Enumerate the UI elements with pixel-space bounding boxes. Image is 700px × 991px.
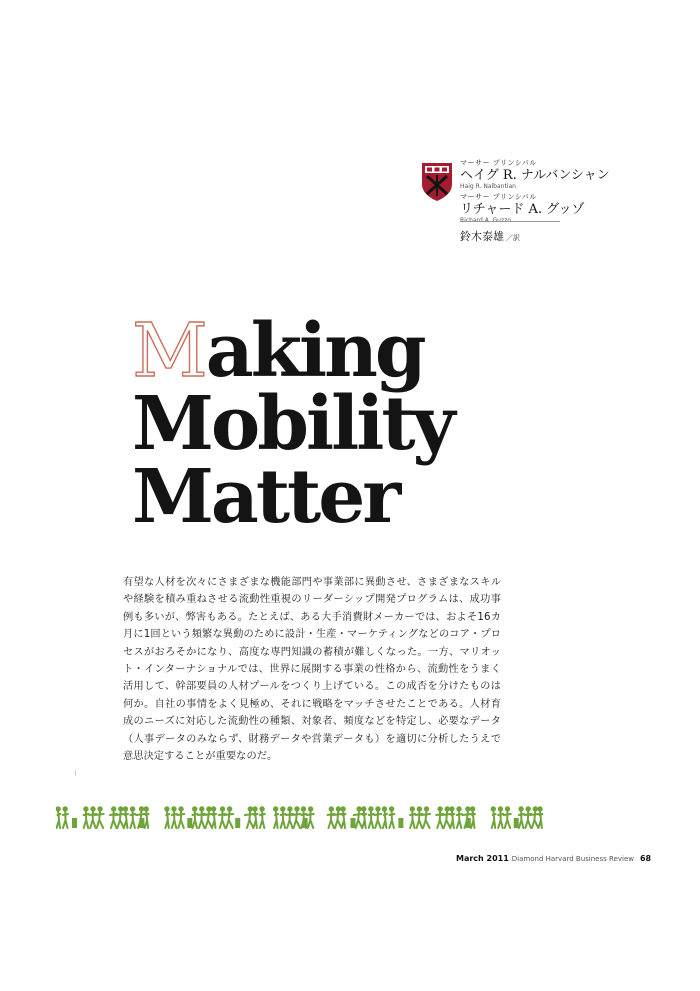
author-name-en: Richard A. Guzzo <box>460 217 511 224</box>
author-credits <box>460 160 640 228</box>
author-name-ja: ヘイグ R. ナルバンシャン <box>460 168 610 183</box>
person-figure-icon <box>421 807 430 828</box>
author-name-en: Haig R. Nalbantian <box>460 183 516 190</box>
person-figure-icon <box>260 807 265 828</box>
person-figure-icon <box>198 807 205 828</box>
person-figure-icon <box>177 807 184 828</box>
title-line-3: Matter <box>132 454 399 540</box>
person-figure-icon <box>274 807 279 828</box>
crate-icon <box>514 818 519 828</box>
title-line-2: Mobility <box>132 381 453 467</box>
person-figure-icon <box>374 807 381 828</box>
crate-icon <box>187 818 192 828</box>
person-figure-icon <box>341 807 346 828</box>
person-figure-icon <box>165 807 170 828</box>
crate-icon <box>398 818 403 828</box>
person-figure-icon <box>416 807 423 828</box>
translator-role: ／訳 <box>506 234 520 242</box>
person-figure-icon <box>362 807 367 828</box>
person-figure-icon <box>538 807 543 828</box>
title-initial: M <box>132 308 206 394</box>
page-number: 68 <box>639 854 652 863</box>
person-figure-icon <box>110 807 117 828</box>
person-figure-icon <box>450 807 455 828</box>
crate-icon <box>235 818 240 828</box>
crate-icon <box>72 818 77 828</box>
article-title <box>132 308 572 540</box>
lead-paragraph: 有望な人材を次々にさまざまな機能部門や事業部に異動させ、さまざまなスキルや経験を積み重ねさせる流動性重視のリーダーシップ開発プログラムは、成功事例も多いが、弊害もある。たとえば、ある大手消費財メーカーでは、およそ16カ月に1回という頻繁な異動のために設計・生産・マーケティングなどのコア・プロセスがおろそかになり、高度な専門知識の蓄積が難しくなった。一方、マリオット・インターナショナルでは、世界に展開する事業の性格から、流動性をうまく活用して、幹部要員の人材プールをつくり上げている。この成否を分けたものは何か。自社の事情をよく見極め、それに戦略をマッチさせたことである。人材育成のニーズに対応した流動性の種類、対象者、頻度などを特定し、必要なデータ（人事データのみならず、財務データや営業データも）を適切に分析したうえで意思決定することが重要なのだ。 <box>123 577 501 763</box>
person-figure-icon <box>389 807 394 828</box>
issue-date: March 2011 <box>456 854 509 863</box>
person-figure-icon <box>504 807 511 828</box>
author-name-ja: リチャード A. グッゾ <box>460 202 585 217</box>
person-figure-icon <box>211 807 216 828</box>
person-figure-icon <box>130 807 135 828</box>
person-figure-icon <box>410 807 415 828</box>
title-line-1-rest: aking <box>205 308 424 394</box>
person-figure-icon <box>436 807 443 828</box>
person-figure-icon <box>328 807 335 828</box>
person-figure-icon <box>292 807 301 828</box>
person-figure-icon <box>144 807 149 828</box>
person-figure-icon <box>491 807 496 828</box>
translator-credit <box>460 221 560 243</box>
person-figure-icon <box>281 807 286 828</box>
person-figure-icon <box>498 807 503 828</box>
person-figure-icon <box>172 807 177 828</box>
journal-name: Diamond Harvard Business Review <box>511 855 634 863</box>
person-figure-icon <box>89 807 96 828</box>
person-figure-icon <box>219 807 226 828</box>
person-figure-icon <box>63 807 68 828</box>
person-figure-icon <box>524 807 531 828</box>
page-footer <box>456 854 668 868</box>
crate-icon <box>351 818 356 828</box>
author-role: マーサー プリンシパル <box>460 159 537 167</box>
margin-mark <box>75 770 76 776</box>
person-figure-icon <box>519 807 524 828</box>
person-figure-icon <box>84 807 89 828</box>
title-line-1 <box>132 308 572 394</box>
person-figure-icon <box>123 807 128 828</box>
person-figure-icon <box>224 807 233 828</box>
person-figure-icon <box>369 807 374 828</box>
person-figure-icon <box>457 807 462 828</box>
harvard-shield-icon <box>421 162 453 202</box>
person-figure-icon <box>382 807 387 828</box>
translator-name: 鈴木泰雄 <box>460 230 504 243</box>
person-figure-icon <box>193 807 198 828</box>
author-role: マーサー プリンシパル <box>460 193 537 201</box>
person-figure-icon <box>286 807 293 828</box>
person-figure-icon <box>307 807 314 828</box>
person-figure-icon <box>253 807 258 828</box>
moving-people-figures-icon <box>56 804 546 830</box>
person-figure-icon <box>470 807 475 828</box>
person-figure-icon <box>95 807 104 828</box>
person-figure-icon <box>56 807 61 828</box>
